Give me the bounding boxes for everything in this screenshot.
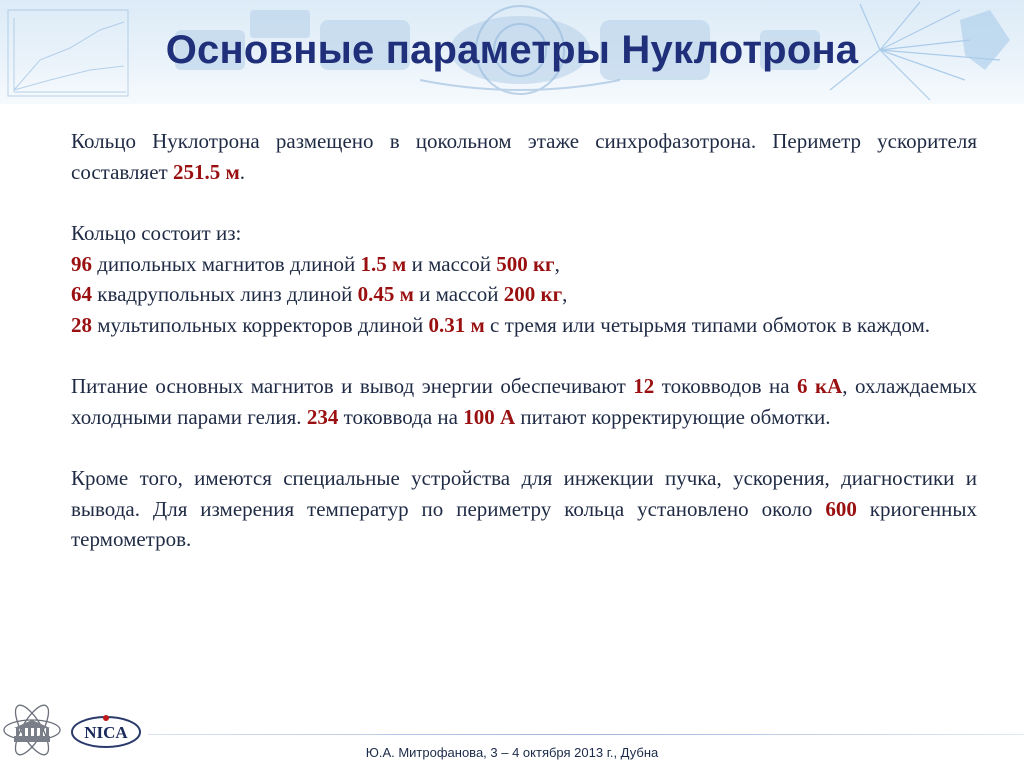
p3-text-4: токоввода на bbox=[338, 404, 464, 429]
dipole-text-2: и массой bbox=[406, 251, 497, 276]
current-lead-count: 12 bbox=[633, 374, 655, 398]
paragraph-power bbox=[71, 371, 977, 432]
footer-credit: Ю.А. Митрофанова, 3 – 4 октября 2013 г., Дубна bbox=[365, 745, 659, 760]
quad-text-1: квадрупольных линз длиной bbox=[92, 282, 358, 306]
quad-text-2: и массой bbox=[413, 282, 504, 306]
footer-divider bbox=[148, 734, 1024, 735]
dipole-text-1: дипольных магнитов длиной bbox=[92, 251, 361, 276]
current-lead-rating: 6 кА bbox=[797, 374, 843, 398]
paragraph-quadrupoles bbox=[71, 279, 977, 310]
multipole-text-1: мультипольных корректоров длиной bbox=[92, 312, 429, 337]
quad-length: 0.45 м bbox=[357, 282, 414, 306]
p1-text-1: Кольцо Нуклотрона размещено в цокольном этаже синхрофазотрона. Периметр ускорителя составляет bbox=[71, 129, 977, 184]
slide-body bbox=[71, 126, 977, 555]
slide-title: Основные параметры Нуклотрона bbox=[165, 28, 859, 72]
paragraph-ring-intro: Кольцо состоит из: bbox=[71, 221, 242, 245]
multipole-length: 0.31 м bbox=[428, 312, 485, 337]
p1-text-2: . bbox=[239, 159, 246, 184]
corrector-lead-rating: 100 А bbox=[463, 404, 516, 429]
multipole-text-2: с тремя или четырьмя типами обмоток в каждом. bbox=[484, 312, 931, 337]
p3-text-5: питают корректирующие обмотки. bbox=[515, 404, 831, 429]
quad-count: 64 bbox=[71, 282, 92, 306]
nica-logo-text: NICA bbox=[84, 723, 128, 742]
perimeter-value: 251.5 м bbox=[172, 159, 240, 184]
quad-mass: 200 кг bbox=[503, 282, 563, 306]
p3-text-3: , охлаждаемых холодными парами гелия. bbox=[71, 374, 978, 429]
thermometer-count: 600 bbox=[825, 496, 857, 521]
paragraph-ring-location bbox=[71, 126, 977, 187]
corrector-lead-count: 234 bbox=[306, 404, 339, 429]
p3-text-1: Питание основных магнитов и вывод энергии обеспечивают bbox=[71, 374, 634, 398]
multipole-count: 28 bbox=[71, 312, 92, 337]
paragraph-multipoles bbox=[71, 310, 977, 341]
p4-text-2: криогенных термометров. bbox=[71, 496, 977, 551]
dipole-mass: 500 кг bbox=[496, 251, 555, 276]
quad-text-3: , bbox=[562, 282, 568, 306]
paragraph-dipoles bbox=[71, 249, 977, 280]
dipole-text-3: , bbox=[554, 251, 560, 276]
paragraph-devices bbox=[71, 463, 977, 555]
dipole-length: 1.5 м bbox=[360, 251, 407, 276]
p3-text-2: токовводов на bbox=[654, 374, 798, 398]
dipole-count: 96 bbox=[71, 251, 92, 276]
p4-text-1: Кроме того, имеются специальные устройства для инжекции пучка, ускорения, диагностики и вывода. Для измерения температур по периметру кольца установлено около bbox=[71, 466, 977, 521]
